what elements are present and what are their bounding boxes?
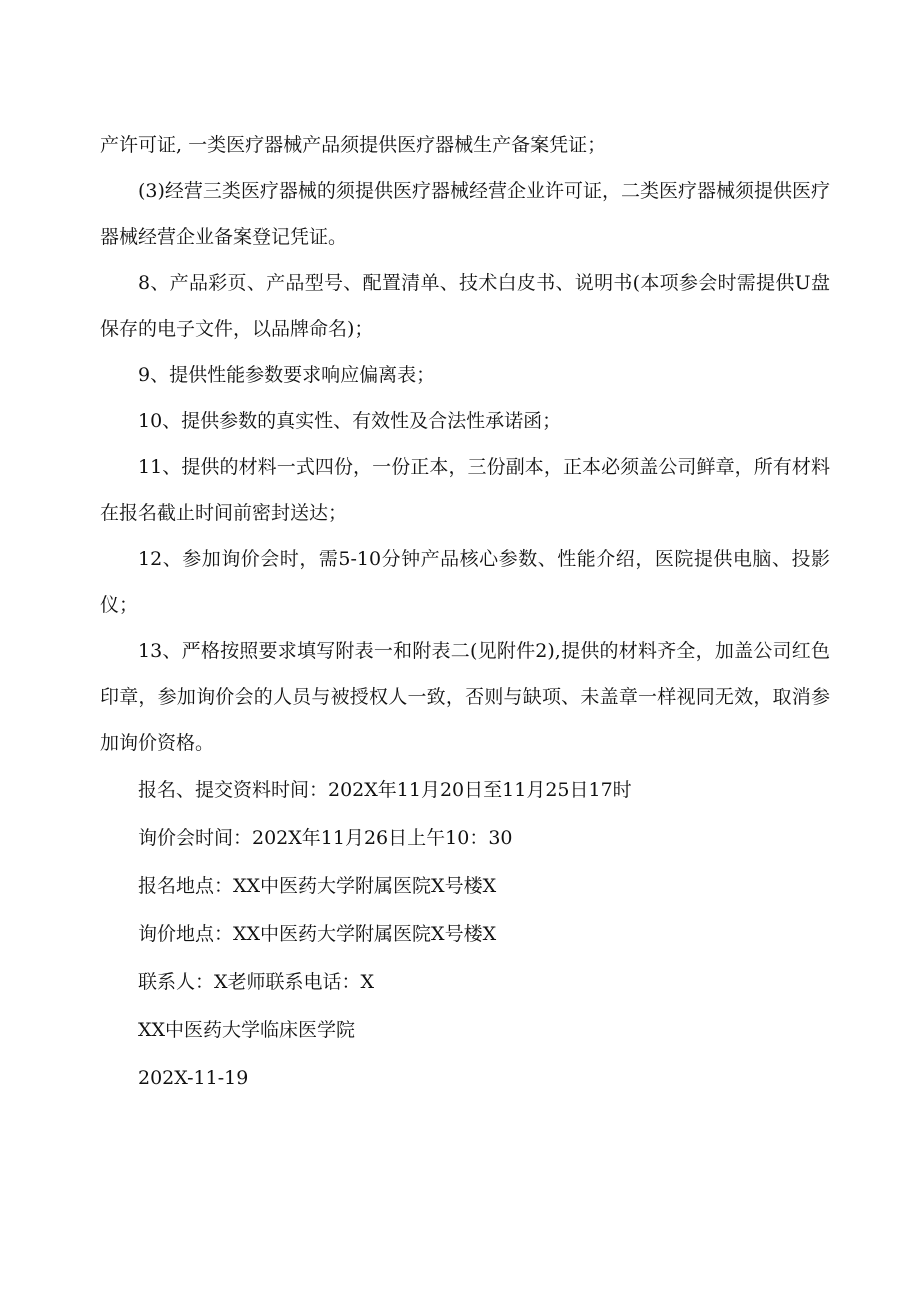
contact-info: 联系人：X老师联系电话：X — [138, 971, 375, 993]
paragraph-item-9: 9、提供性能参数要求响应偏离表； — [138, 364, 436, 386]
signature-date: 202X-11-19 — [138, 1067, 249, 1089]
registration-time: 报名、提交资料时间：202X年11月20日至11月25日17时 — [138, 779, 632, 801]
meeting-time: 询价会时间：202X年11月26日上午10：30 — [138, 827, 513, 849]
registration-place: 报名地点：XX中医药大学附属医院X号楼X — [138, 875, 497, 897]
inquiry-place: 询价地点：XX中医药大学附属医院X号楼X — [138, 923, 497, 945]
signature-organization: XX中医药大学临床医学院 — [138, 1019, 356, 1041]
paragraph-continued-license: 产许可证, 一类医疗器械产品须提供医疗器械生产备案凭证； — [100, 134, 607, 156]
paragraph-item-10: 10、提供参数的真实性、有效性及合法性承诺函； — [138, 410, 562, 432]
paragraph-item-11: 11、提供的材料一式四份，一份正本，三份副本，正本必须盖公司鲜章，所有材料在报名截止时间前密封送达； — [100, 456, 830, 524]
paragraph-item-3: (3)经营三类医疗器械的须提供医疗器械经营企业许可证，二类医疗器械须提供医疗器械经营企业备案登记凭证。 — [100, 180, 830, 248]
document-page — [100, 122, 830, 1102]
paragraph-item-12: 12、参加询价会时，需5-10分钟产品核心参数、性能介绍，医院提供电脑、投影仪； — [100, 548, 830, 616]
paragraph-item-8: 8、产品彩页、产品型号、配置清单、技术白皮书、说明书(本项参会时需提供U盘保存的电子文件，以品牌命名)； — [100, 272, 830, 340]
paragraph-item-13: 13、严格按照要求填写附表一和附表二(见附件2),提供的材料齐全，加盖公司红色印章，参加询价会的人员与被授权人一致，否则与缺项、未盖章一样视同无效，取消参加询价资格。 — [100, 640, 830, 754]
